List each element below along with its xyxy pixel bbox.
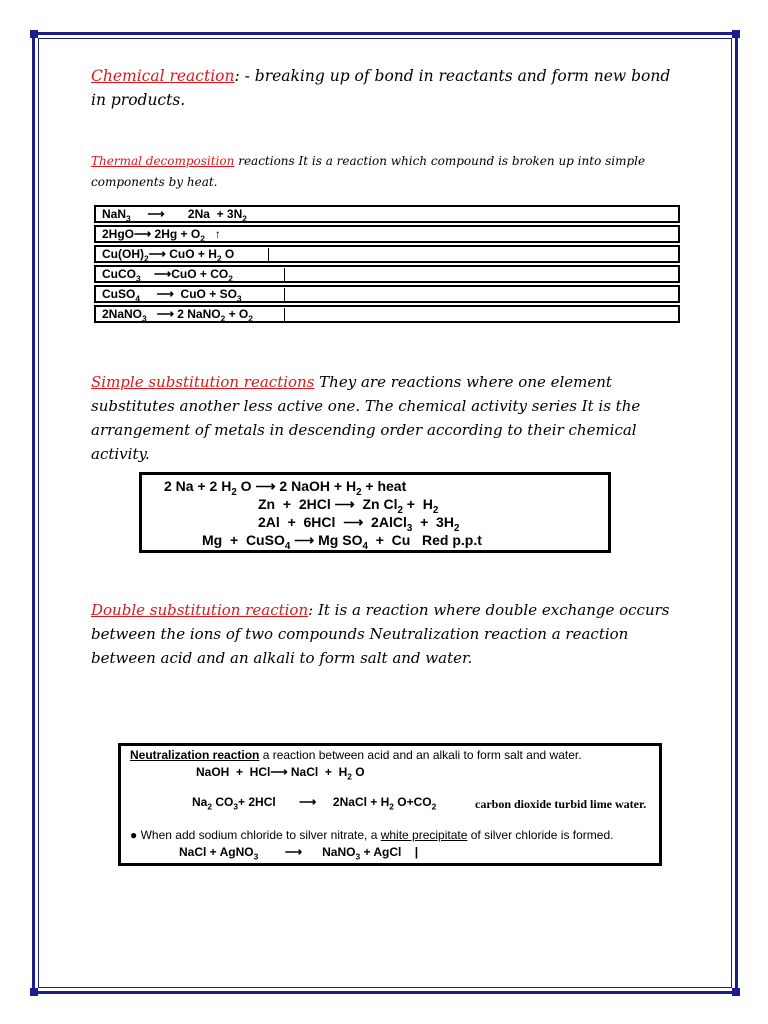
neutralization-heading-rest: a reaction between acid and an alkali to form salt and water. — [259, 748, 582, 762]
equation: Zn + 2HCl ⟶ Zn $Cl_2 + H_2$ — [258, 496, 439, 516]
equation: 2HgO⟶ $2Hg + O_2$ ↑ — [102, 227, 221, 244]
co2-note: carbon dioxide turbid lime water. — [475, 797, 647, 811]
thermal-decomposition-text: reactions It is a reaction which compound is broken up into simple components by heat. — [91, 154, 646, 189]
bullet-text-end: of silver chloride is formed. — [467, 828, 614, 842]
table-row — [94, 285, 680, 303]
equation: CuSO$_4$ ⟶ CuO + $SO_3$ — [102, 287, 242, 304]
table-row — [94, 305, 680, 323]
chemical-reaction-paragraph — [91, 64, 681, 112]
equation: $Cu(OH)_2⟶$ CuO + $H_2$ O — [102, 247, 235, 264]
tick-mark — [268, 248, 269, 261]
corner-ornament — [732, 30, 740, 38]
double-substitution-paragraph — [91, 598, 681, 670]
simple-substitution-term: Simple substitution reactions — [91, 373, 315, 391]
tick-mark — [284, 268, 285, 281]
bullet-text: ● When add sodium chloride to silver nitrate, a — [130, 828, 381, 842]
equation: 2 Na + 2 $H_2$ O ⟶ 2 NaOH + $H_2$ + heat — [164, 478, 407, 498]
corner-ornament — [732, 988, 740, 996]
table-row — [94, 265, 680, 283]
neutralization-heading: Neutralization reaction — [130, 748, 260, 762]
double-substitution-term: Double substitution reaction — [91, 601, 309, 619]
decomposition-table — [94, 205, 680, 325]
chemical-reaction-term: Chemical reaction — [91, 67, 235, 85]
neutralization-box — [118, 743, 662, 866]
equation: 2NaNO$_3$ ⟶ 2 NaNO$_2$ + $O_2$ — [102, 307, 253, 324]
equation: Mg + CuSO$_4$ ⟶ Mg $SO_4 + Cu$ Red p.p.t — [202, 532, 482, 552]
white-precipitate-text: white precipitate — [380, 828, 468, 842]
equation: NaN$_3$ ⟶ $2Na + 3N_2$ — [102, 207, 247, 224]
chemical-reaction-text: : - breaking up of bond in reactants and form new bond in products. — [91, 67, 671, 109]
corner-ornament — [30, 30, 38, 38]
equation: NaOH + HCl⟶ NaCl + $H_2$ O — [196, 765, 365, 782]
tick-mark — [284, 308, 285, 321]
thermal-decomposition-term: Thermal decomposition — [91, 154, 235, 168]
double-substitution-text: : It is a reaction where double exchange occurs between the ions of two compounds Neutralization reaction a reaction between acid and an alkali to form salt and water. — [91, 601, 670, 667]
table-row — [94, 225, 680, 243]
thermal-decomposition-paragraph — [91, 151, 681, 193]
tick-mark — [284, 288, 285, 301]
silver-nitrate-bullet — [130, 828, 613, 842]
simple-substitution-text: They are reactions where one element substitutes another less active one. The chemical activity series It is the arrangement of metals in descending order according to their chemical activity. — [91, 373, 641, 463]
equation: CuCO$_3$ ⟶CuO + $CO_2$ — [102, 267, 233, 284]
table-row — [94, 245, 680, 263]
substitution-equations-box — [139, 472, 611, 553]
corner-ornament — [30, 988, 38, 996]
neutralization-heading-line — [130, 748, 582, 762]
table-row — [94, 205, 680, 223]
equation: 2Al + 6HCl ⟶ 2AlCl$_3$ + $3H_2$ — [258, 514, 460, 534]
equation: NaCl + AgNO$_3$ ⟶ NaNO$_3$ + AgCl | — [179, 845, 419, 862]
equation: $Na_2$ $CO_3+ 2HCl$ ⟶ 2NaCl + $H_2$ $O+CO_2$ — [192, 795, 437, 812]
simple-substitution-paragraph — [91, 370, 681, 466]
